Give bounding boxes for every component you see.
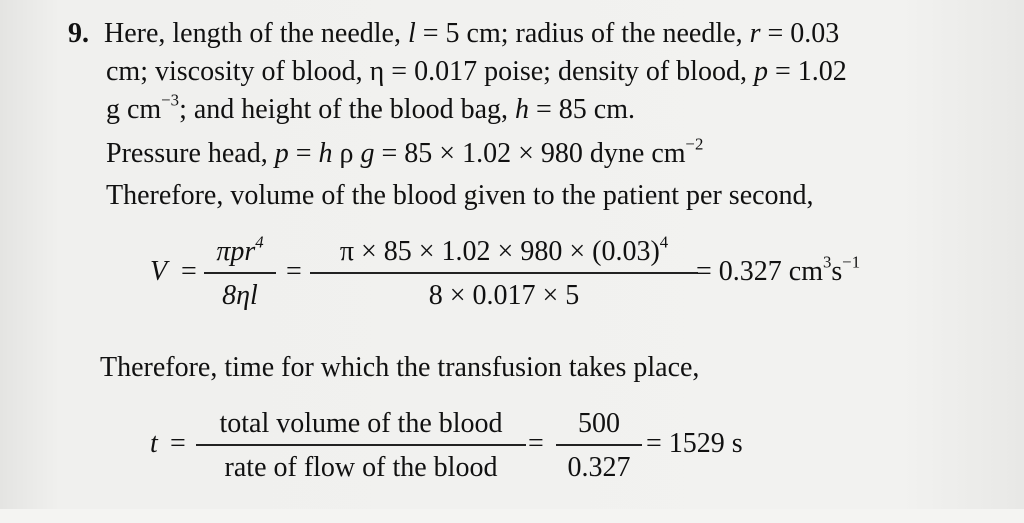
symbol-rho: ρ [332,138,361,169]
text-segment: g cm [106,94,162,125]
numerator-text: π × 85 × 1.02 × 980 × (0.03) [339,236,660,267]
eq2-equals-1: = [170,428,186,459]
eq1-fraction-1-numerator [204,232,276,268]
symbol-l: l [407,18,416,49]
text-segment: Here, length of the needle, [104,18,408,49]
exponent: −1 [842,252,861,272]
text-segment: = 85 cm. [529,94,636,125]
eq2-result: = 1529 s [646,428,743,459]
text-segment: = 1.02 [767,56,847,87]
symbol-g: g [360,138,375,169]
eq1-result [696,252,861,288]
text-segment: cm; viscosity of blood, η = 0.017 poise; density of blood, [106,56,754,87]
eq2-lhs: t [150,428,158,459]
text-segment: = 0.03 [760,18,840,49]
eq1-fraction-1 [204,232,276,312]
exponent: −3 [161,90,180,110]
text-segment: = [288,138,319,169]
eq2-fraction-1-denominator: rate of flow of the blood [224,452,498,483]
eq2-fraction-2 [556,408,642,484]
problem-line-3 [106,90,636,126]
eq2-fraction-1-numerator: total volume of the blood [219,408,503,439]
numerator-text: πpr [216,236,256,267]
eq1-equals-2: = [286,256,302,287]
time-intro-line: Therefore, time for which the transfusion takes place, [100,352,700,383]
eq1-fraction-2 [310,232,698,312]
eq2-fraction-2-denominator: 0.327 [567,452,631,483]
pressure-head-line [106,134,704,170]
problem-number: 9. [68,18,89,49]
problem-line-1 [68,18,839,50]
problem-line-2 [106,56,847,88]
eq2-equals-2: = [528,428,544,459]
symbol-h: h [515,94,530,125]
eq2-fraction-1 [196,408,526,484]
exponent: −2 [685,134,704,154]
text-segment: = 85 × 1.02 × 980 dyne cm [374,138,686,169]
result-text: = 0.327 cm [696,256,823,287]
unit-s: s [831,256,843,287]
eq1-fraction-2-numerator [310,232,698,268]
symbol-r: r [749,18,761,49]
text-segment: = 5 cm; radius of the needle, [415,18,750,49]
symbol-p: p [753,56,768,87]
fraction-bar [204,272,276,274]
eq1-equals-1: = [181,256,197,287]
eq1-fraction-1-denominator: 8ηl [222,280,258,311]
eq1-fraction-2-denominator: 8 × 0.017 × 5 [428,280,580,311]
exponent: 4 [659,232,669,252]
exponent: 3 [823,252,832,272]
fraction-bar [556,444,642,446]
page-bottom-edge [0,509,1024,523]
text-segment: ; and height of the blood bag, [179,94,516,125]
volume-intro-line: Therefore, volume of the blood given to the patient per second, [106,180,814,211]
eq2-fraction-2-numerator: 500 [578,408,620,439]
symbol-h: h [318,138,333,169]
fraction-bar [310,272,698,274]
eq1-lhs: V [150,256,168,287]
text-segment: Pressure head, [106,138,275,169]
fraction-bar [196,444,526,446]
exponent: 4 [255,232,264,252]
symbol-p: p [274,138,289,169]
